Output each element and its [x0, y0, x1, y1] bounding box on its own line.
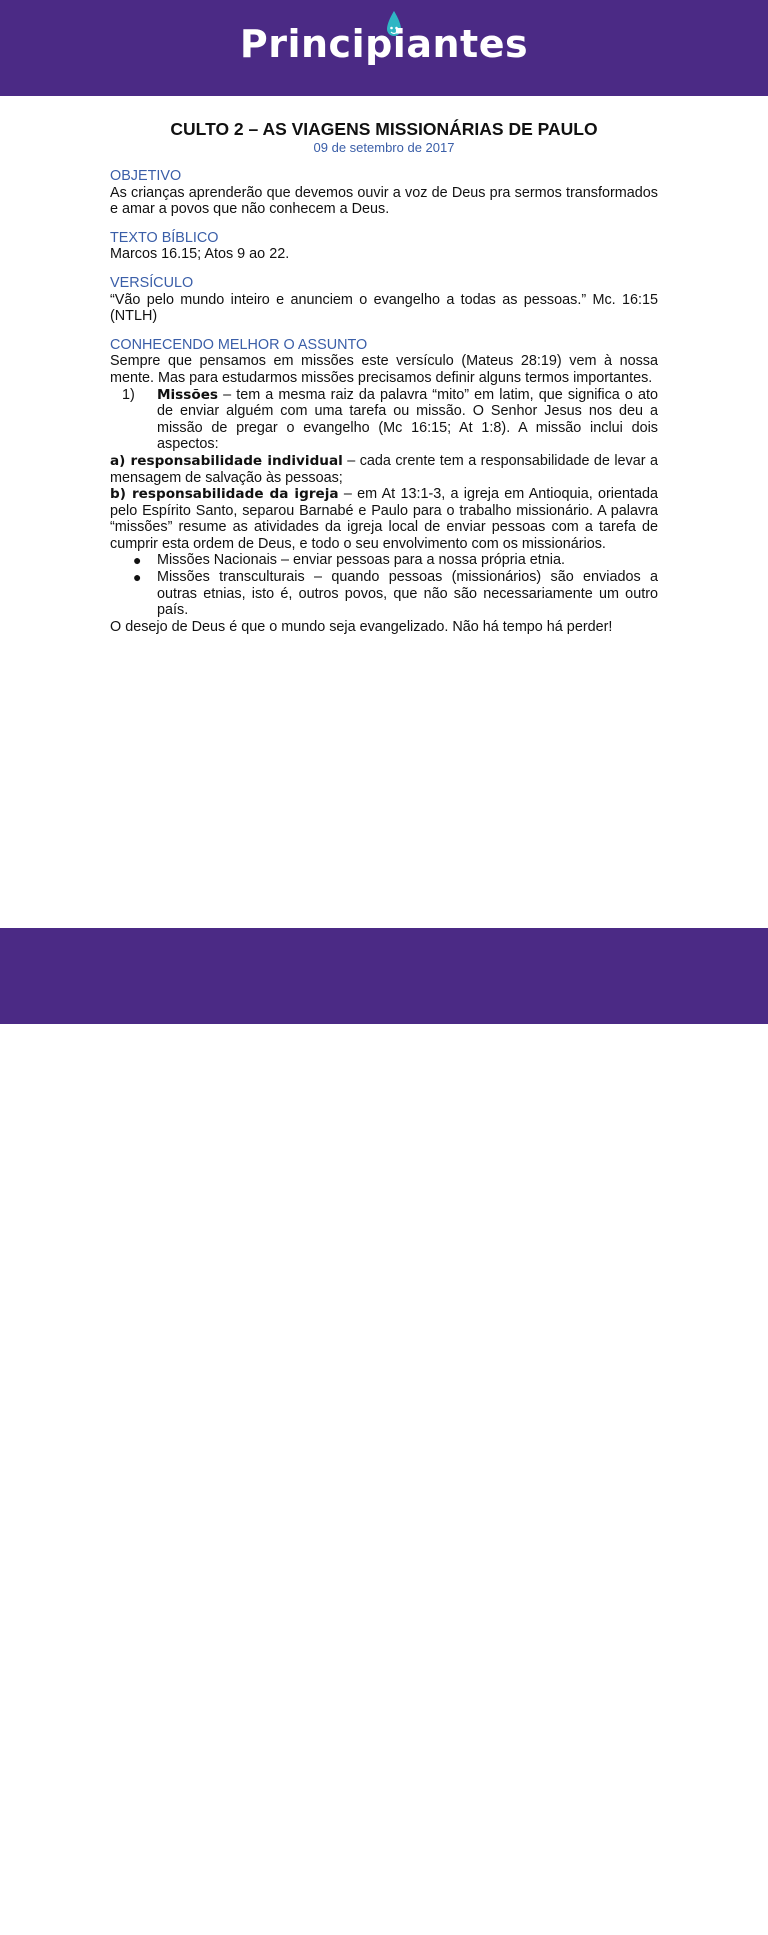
- ministerio-infantil-logo: MINISTÉRIO infantil: [38, 1886, 190, 1933]
- pibc-logo-text: Primeira Igreja Batista de Curitiba: [626, 1895, 716, 1923]
- text-responsabilidade-igreja: – em At 13:1-3, a igreja em Antioquia, orientada pelo Espírito Santo, separou Barnabé e Paulo para o trabalho missionário. A palavra “missões” resume as atividades da igreja local de enviar pessoas com a tarefa de cumprir esta ordem de Deus, e todo o seu envolvimento com os missionários.: [110, 486, 658, 552]
- list-item: ● Missões Nacionais – enviar pessoas para a nossa própria etnia.: [133, 552, 565, 569]
- section-text-versiculo: “Vão pelo mundo inteiro e anunciem o evangelho a todas as pessoas.” Mc. 16:15 (NTLH): [110, 291, 658, 325]
- section-text-texto-biblico: Marcos 16.15; Atos 9 ao 22.: [110, 246, 290, 263]
- document-body: [110, 118, 658, 647]
- list-number: 1): [122, 386, 135, 403]
- document-date: 09 de setembro de 2017: [313, 140, 455, 155]
- footer-banner: [0, 928, 768, 1935]
- section-heading-texto-biblico: TEXTO BÍBLICO: [110, 229, 219, 246]
- intro-paragraph: Sempre que pensamos em missões este versículo (Mateus 28:19) vem à nossa mente. Mas para estudarmos missões precisamos definir alguns termos importantes.: [110, 353, 658, 386]
- header-banner: [0, 0, 768, 96]
- paragraph-responsabilidade-individual: [110, 453, 658, 486]
- bullet-icon: ●: [133, 552, 142, 569]
- term-missoes: Missões: [157, 386, 219, 403]
- term-responsabilidade-igreja: b) responsabilidade da igreja: [110, 486, 339, 503]
- bullet-icon: ●: [133, 569, 142, 586]
- section-conhecendo: [110, 337, 658, 636]
- section-heading-versiculo: VERSÍCULO: [110, 274, 194, 291]
- page-title: CULTO 2 – AS VIAGENS MISSIONÁRIAS DE PAULO: [170, 119, 598, 139]
- section-texto-biblico: [110, 230, 658, 263]
- paragraph-responsabilidade-igreja: [110, 486, 658, 552]
- turma-de-primeira-logo: TURMA DE PRIMEIRA: [300, 1877, 480, 1935]
- section-text-objetivo: As crianças aprenderão que devemos ouvir a voz de Deus pra sermos transformados e amar a povos que não conhecem a Deus.: [110, 184, 658, 218]
- section-heading-conhecendo: CONHECENDO MELHOR O ASSUNTO: [110, 336, 368, 353]
- principiantes-logo: Principiantes: [239, 22, 529, 66]
- term-responsabilidade-individual: a) responsabilidade individual: [110, 452, 343, 469]
- section-objetivo: [110, 168, 658, 218]
- section-versiculo: [110, 275, 658, 325]
- term-missoes-definition: – tem a mesma raiz da palavra “mito” em latim, que significa o ato de enviar alguém com uma tarefa ou missão. O Senhor Jesus nos deu a missão de pregar o evangelho (Mc 16:15; At 1:8). A missão inclui dois aspectos:: [157, 386, 658, 453]
- closing-paragraph: O desejo de Deus é que o mundo seja evangelizado. Não há tempo há perder!: [110, 618, 613, 635]
- church-icon: [562, 1878, 624, 1930]
- list-item: ● Missões transculturais – quando pessoas (missionários) são enviados a outras etnias, isto é, outros povos, que não são necessariamente um outro país.: [133, 569, 658, 619]
- text-responsabilidade-individual: – cada crente tem a responsabilidade de levar a mensagem de salvação às pessoas;: [110, 452, 658, 486]
- section-heading-objetivo: OBJETIVO: [110, 168, 182, 184]
- numbered-item-missoes: [110, 387, 658, 453]
